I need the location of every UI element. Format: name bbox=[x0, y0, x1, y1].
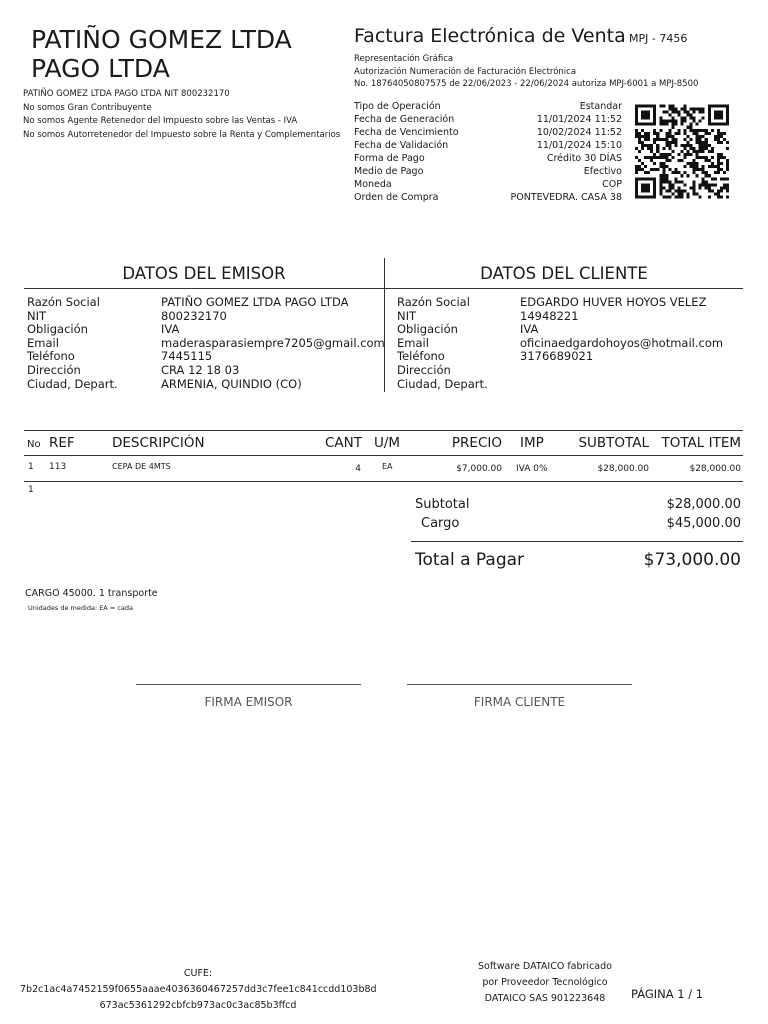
cliente-label: Ciudad, Depart. bbox=[397, 376, 488, 391]
meta-label: Fecha de Vencimiento bbox=[354, 127, 459, 138]
meta-row bbox=[354, 191, 622, 204]
col-ref: REF bbox=[49, 435, 75, 451]
meta-label: Forma de Pago bbox=[354, 153, 425, 164]
meta-row bbox=[354, 113, 622, 126]
note-cargo: CARGO 45000. 1 transporte bbox=[25, 588, 158, 599]
emisor-value: PATIÑO GOMEZ LTDA PAGO LTDA bbox=[161, 295, 349, 309]
cliente-data bbox=[397, 296, 742, 391]
emisor-label: NIT bbox=[27, 308, 47, 323]
subtotal-label: Subtotal bbox=[415, 497, 470, 512]
section-vertical-divider bbox=[384, 258, 385, 392]
invoice-meta bbox=[354, 100, 622, 204]
company-info-line: No somos Autorretenedor del Impuesto sobre la Renta y Complementarios bbox=[23, 129, 341, 140]
emisor-label: Dirección bbox=[27, 362, 81, 377]
qr-code bbox=[635, 103, 729, 200]
emisor-label: Obligación bbox=[27, 322, 88, 337]
row-um: EA bbox=[382, 462, 393, 471]
emisor-value: ARMENIA, QUINDIO (CO) bbox=[161, 376, 302, 391]
invoice-title: Factura Electrónica de Venta bbox=[354, 25, 626, 47]
meta-label: Tipo de Operación bbox=[354, 101, 441, 112]
signature-line-cliente bbox=[407, 684, 632, 685]
emisor-value: 800232170 bbox=[161, 308, 227, 323]
meta-value: Efectivo bbox=[583, 166, 622, 177]
meta-value: Estandar bbox=[579, 101, 622, 112]
subtotal-value: $28,000.00 bbox=[666, 497, 741, 512]
col-imp: IMP bbox=[520, 435, 544, 451]
meta-value: 11/01/2024 11:52 bbox=[536, 114, 622, 125]
row-subtotal: $28,000.00 bbox=[597, 464, 649, 474]
meta-row bbox=[354, 178, 622, 191]
total-label: Total a Pagar bbox=[415, 550, 525, 570]
col-um: U/M bbox=[374, 435, 401, 451]
company-info-line: PATIÑO GOMEZ LTDA PAGO LTDA NIT 800232170 bbox=[23, 89, 230, 99]
cufe-block bbox=[20, 966, 376, 1014]
meta-value: COP bbox=[602, 179, 622, 190]
meta-row bbox=[354, 100, 622, 113]
emisor-value: IVA bbox=[161, 322, 180, 337]
emisor-label: Email bbox=[27, 335, 59, 350]
note-units: Unidades de medida: EA = cada bbox=[28, 604, 133, 612]
meta-label: Fecha de Generación bbox=[354, 114, 455, 125]
company-info bbox=[23, 88, 340, 142]
total-value: $73,000.00 bbox=[643, 550, 741, 570]
cliente-value: EDGARDO HUVER HOYOS VELEZ bbox=[520, 295, 707, 309]
col-precio: PRECIO bbox=[451, 435, 502, 451]
meta-label: Orden de Compra bbox=[354, 192, 439, 203]
table-top-border bbox=[24, 430, 743, 431]
col-descripcion: DESCRIPCIÓN bbox=[112, 435, 205, 451]
invoice-sub-line: Autorización Numeración de Facturación Electrónica bbox=[354, 66, 577, 77]
row-no: 1 bbox=[28, 462, 34, 472]
meta-value: PONTEVEDRA. CASA 38 bbox=[510, 192, 622, 203]
invoice-sub-line: No. 18764050807575 de 22/06/2023 - 22/06/2024 autoriza MPJ-6001 a MPJ-8500 bbox=[354, 79, 699, 89]
emisor-value: CRA 12 18 03 bbox=[161, 362, 240, 377]
company-name-line1: PATIÑO GOMEZ LTDA bbox=[31, 25, 292, 54]
row-precio: $7,000.00 bbox=[456, 464, 502, 474]
meta-row bbox=[354, 165, 622, 178]
row-imp: IVA 0% bbox=[516, 464, 548, 474]
signature-line-emisor bbox=[136, 684, 361, 685]
company-name-line2: PAGO LTDA bbox=[31, 54, 170, 83]
meta-label: Medio de Pago bbox=[354, 166, 424, 177]
software-line: Software DATAICO fabricado bbox=[478, 961, 612, 972]
cliente-label: Dirección bbox=[397, 362, 451, 377]
software-block bbox=[460, 959, 630, 1007]
cargo-label: Cargo bbox=[421, 516, 460, 531]
row-cant: 4 bbox=[355, 464, 361, 474]
table-header-border bbox=[24, 455, 743, 456]
meta-row bbox=[354, 139, 622, 152]
cliente-label: NIT bbox=[397, 308, 417, 323]
table-bottom-border bbox=[24, 481, 743, 482]
invoice-number: MPJ - 7456 bbox=[629, 32, 688, 45]
cliente-title: DATOS DEL CLIENTE bbox=[480, 264, 648, 283]
meta-value: Crédito 30 DÍAS bbox=[546, 153, 622, 164]
meta-row bbox=[354, 126, 622, 139]
cufe-label: CUFE: bbox=[183, 968, 213, 979]
cliente-label: Obligación bbox=[397, 322, 458, 337]
cargo-value: $45,000.00 bbox=[666, 516, 741, 531]
col-cant: CANT bbox=[324, 435, 362, 451]
meta-label: Moneda bbox=[354, 179, 392, 190]
invoice-sub-line: Representación Gráfica bbox=[354, 54, 454, 64]
software-line: DATAICO SAS 901223648 bbox=[484, 993, 606, 1004]
item-count: 1 bbox=[28, 485, 34, 495]
cliente-label: Razón Social bbox=[397, 295, 470, 309]
emisor-label: Teléfono bbox=[27, 349, 75, 364]
cufe-line: 673ac5361292cbfcb973ac0c3ac85b3ffcd bbox=[99, 1000, 297, 1011]
meta-value: 10/02/2024 11:52 bbox=[536, 127, 622, 138]
company-name bbox=[31, 25, 292, 83]
emisor-value: maderasparasiempre7205@gmail.com bbox=[161, 335, 385, 350]
meta-label: Fecha de Validación bbox=[354, 140, 449, 151]
row-descripcion: CEPA DE 4MTS bbox=[112, 462, 171, 471]
emisor-label: Ciudad, Depart. bbox=[27, 376, 118, 391]
software-line: por Proveedor Tecnológico bbox=[482, 977, 608, 988]
signature-label-emisor: FIRMA EMISOR bbox=[204, 695, 293, 709]
emisor-data bbox=[27, 295, 385, 391]
cufe-line: 7b2c1ac4a7452159f0655aaae4036360467257dd3c7fee1c841ccdd103b8d bbox=[20, 984, 377, 995]
row-total-item: $28,000.00 bbox=[689, 464, 741, 474]
cliente-value: oficinaedgardohoyos@hotmail.com bbox=[520, 335, 724, 350]
cliente-value: 3176689021 bbox=[520, 349, 594, 364]
emisor-label: Razón Social bbox=[27, 295, 100, 309]
row-ref: 113 bbox=[49, 462, 67, 472]
company-info-line: No somos Agente Retenedor del Impuesto sobre las Ventas - IVA bbox=[23, 116, 298, 126]
emisor-value: 7445115 bbox=[161, 349, 213, 364]
cliente-value: 14948221 bbox=[520, 308, 579, 323]
meta-row bbox=[354, 152, 622, 165]
col-no: No bbox=[27, 439, 41, 450]
col-total-item: TOTAL ITEM bbox=[661, 435, 741, 451]
signature-label-cliente: FIRMA CLIENTE bbox=[473, 695, 566, 709]
totals-divider bbox=[411, 541, 743, 542]
company-info-line: No somos Gran Contribuyente bbox=[23, 102, 152, 113]
meta-value: 11/01/2024 15:10 bbox=[536, 140, 622, 151]
cliente-label: Email bbox=[397, 335, 429, 350]
cliente-label: Teléfono bbox=[397, 349, 445, 364]
cliente-value: IVA bbox=[520, 322, 539, 337]
col-subtotal: SUBTOTAL bbox=[578, 435, 649, 451]
invoice-subtitle bbox=[354, 53, 698, 91]
emisor-title: DATOS DEL EMISOR bbox=[122, 264, 286, 283]
page-number: PÁGINA 1 / 1 bbox=[631, 987, 704, 1001]
